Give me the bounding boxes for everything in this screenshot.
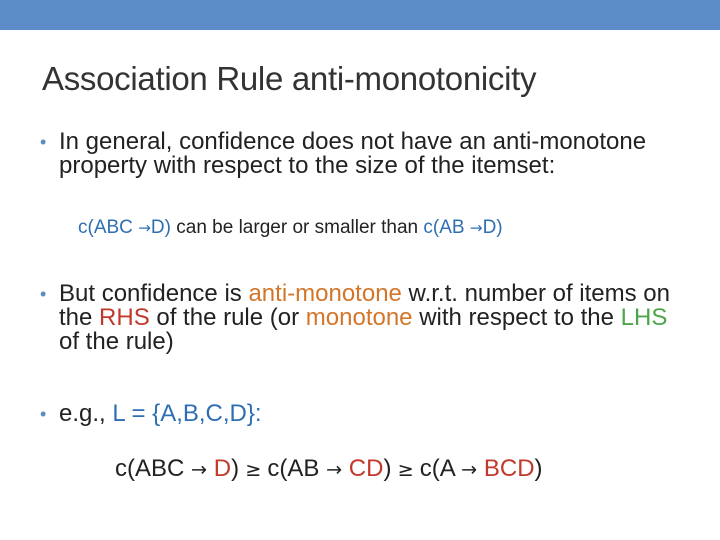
- arrow-icon: →: [138, 219, 151, 237]
- formula-term: c(ABC: [115, 455, 192, 482]
- arrow-icon: →: [191, 458, 208, 481]
- slide-title: Association Rule anti-monotonicity: [42, 60, 537, 97]
- text-span: of the rule): [59, 328, 174, 355]
- sub-c2: c(AB: [423, 217, 470, 238]
- greater-equal-icon: ≥: [391, 458, 420, 481]
- bullet-example-set: [40, 402, 680, 426]
- confidence-inequality-formula: [115, 455, 543, 483]
- greater-equal-icon: ≥: [239, 458, 268, 481]
- bullet-general-confidence: [40, 130, 680, 178]
- formula-term: c(A: [419, 455, 462, 482]
- bullet-marker: •: [40, 404, 47, 424]
- formula-rhs: CD: [342, 455, 384, 482]
- text-span: with respect to the: [412, 304, 621, 331]
- arrow-icon: →: [461, 458, 478, 481]
- bullet-text: In general, confidence does not have an anti-monotone property with respect to the size of the itemset:: [59, 128, 647, 179]
- arrow-icon: →: [469, 219, 483, 237]
- bullet-text: [59, 282, 680, 354]
- sub-rhs2: D): [482, 217, 503, 238]
- sub-middle-text: can be larger or smaller than: [170, 217, 424, 238]
- bullet-marker: •: [40, 132, 47, 152]
- formula-term: ): [383, 455, 392, 482]
- sub-bullet-example: [78, 217, 503, 239]
- example-itemset: L = {A,B,C,D}:: [112, 400, 262, 427]
- formula-term: ): [231, 455, 240, 482]
- sub-rhs1: D): [150, 217, 171, 238]
- text-span: But confidence is: [59, 280, 249, 307]
- monotone-term: monotone: [305, 304, 413, 331]
- lhs-term: LHS: [620, 304, 668, 331]
- formula-rhs: BCD: [477, 455, 535, 482]
- formula-term: c(AB: [267, 455, 327, 482]
- formula-rhs: D: [207, 455, 232, 482]
- anti-monotone-term: anti-monotone: [248, 280, 402, 307]
- bullet-text: [59, 402, 680, 426]
- bullet-anti-monotone: [40, 282, 680, 354]
- rhs-term: RHS: [99, 304, 150, 331]
- bullet-marker: •: [40, 284, 47, 304]
- sub-c1: c(ABC: [78, 217, 139, 238]
- arrow-icon: →: [326, 458, 343, 481]
- text-span: of the rule (or: [149, 304, 306, 331]
- formula-term: ): [534, 455, 543, 482]
- text-span: w.r.t. number of items on the: [59, 280, 671, 331]
- slide-top-accent-bar: [0, 0, 720, 30]
- text-span: e.g.,: [59, 400, 113, 427]
